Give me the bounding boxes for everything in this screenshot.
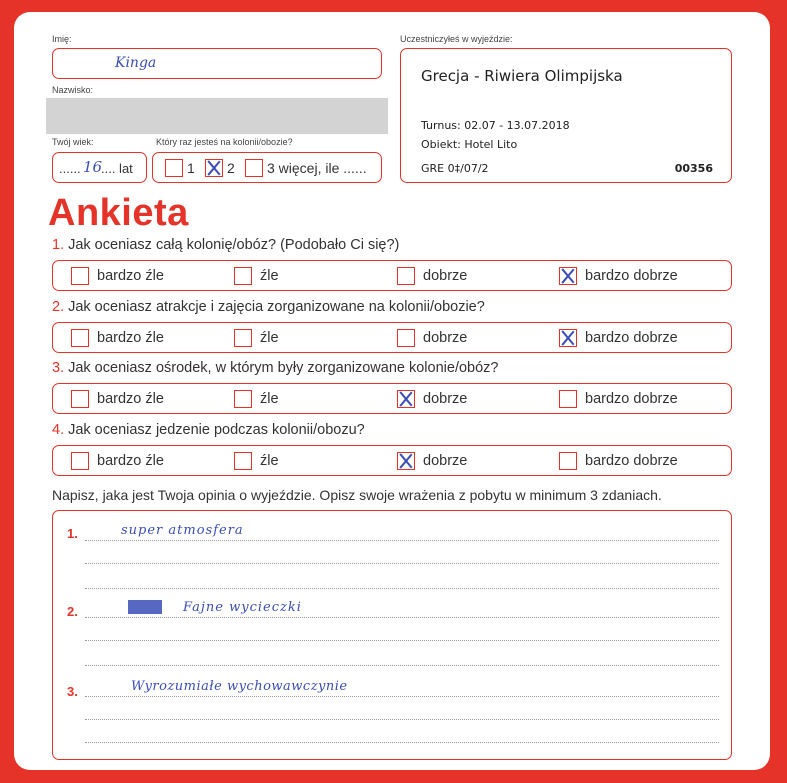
opinion-line xyxy=(85,563,719,564)
opinion-number-2: 2. xyxy=(67,604,78,619)
q2-checkbox-bardzo-dobrze[interactable] xyxy=(559,329,577,347)
question-4 xyxy=(52,422,365,438)
opinion-line xyxy=(85,696,719,697)
answer-row-4 xyxy=(52,445,732,476)
times-label: Który raz jesteś na kolonii/obozie? xyxy=(156,137,293,147)
q3-label-zle: źle xyxy=(260,391,279,407)
opinion-line xyxy=(85,665,719,666)
q2-label-bardzo-zle: bardzo źle xyxy=(97,330,164,346)
opinion-text-3: Wyrozumiałe wychowawczynie xyxy=(131,679,348,694)
q1-checkbox-bardzo-dobrze[interactable] xyxy=(559,267,577,285)
opinion-prompt: Napisz, jaka jest Twoja opinia o wyjeździe. Opisz swoje wrażenia z pobytu w minimum 3 zdaniach. xyxy=(52,487,662,503)
surname-label: Nazwisko: xyxy=(52,85,94,95)
survey-sheet xyxy=(14,12,770,770)
opinion-text-1: super atmosfera xyxy=(121,523,244,538)
trip-obiekt: Obiekt: Hotel Lito xyxy=(421,138,518,151)
question-3 xyxy=(52,360,498,376)
q4-label-dobrze: dobrze xyxy=(423,453,468,469)
question-1 xyxy=(52,237,399,253)
times-checkbox-2[interactable] xyxy=(205,159,223,177)
opinion-text-2: Fajne wycieczki xyxy=(183,600,302,615)
surname-redacted xyxy=(46,98,388,134)
question-2-text: Jak oceniasz atrakcje i zajęcia zorganizowane na kolonii/obozie? xyxy=(68,299,485,315)
opinion-line xyxy=(85,719,719,720)
trip-box xyxy=(400,48,732,183)
q4-checkbox-bardzo-dobrze[interactable] xyxy=(559,452,577,470)
name-value: Kinga xyxy=(115,55,157,71)
age-label: Twój wiek: xyxy=(52,137,94,147)
question-1-text: Jak oceniasz całą kolonię/obóz? (Podobało Ci się?) xyxy=(68,237,400,253)
q3-checkbox-bardzo-zle[interactable] xyxy=(71,390,89,408)
opinion-number-3: 3. xyxy=(67,684,78,699)
q3-label-dobrze: dobrze xyxy=(423,391,468,407)
q1-checkbox-zle[interactable] xyxy=(234,267,252,285)
q1-checkbox-bardzo-zle[interactable] xyxy=(71,267,89,285)
opinion-box[interactable] xyxy=(52,510,732,760)
q2-checkbox-zle[interactable] xyxy=(234,329,252,347)
times-option-2: 2 xyxy=(227,160,235,176)
times-option-3: 3 więcej, ile ...... xyxy=(267,160,367,176)
answer-row-3 xyxy=(52,383,732,414)
age-value: 16 xyxy=(83,158,103,176)
q1-label-zle: źle xyxy=(260,268,279,284)
q2-checkbox-dobrze[interactable] xyxy=(397,329,415,347)
q2-label-dobrze: dobrze xyxy=(423,330,468,346)
answer-row-1 xyxy=(52,260,732,291)
opinion-line xyxy=(85,742,719,743)
trip-destination: Grecja - Riwiera Olimpijska xyxy=(421,67,623,85)
age-prefix: ...... xyxy=(59,161,81,176)
q4-checkbox-dobrze[interactable] xyxy=(397,452,415,470)
question-2 xyxy=(52,299,485,315)
q2-label-bardzo-dobrze: bardzo dobrze xyxy=(585,330,678,346)
opinion-line xyxy=(85,640,719,641)
q3-checkbox-bardzo-dobrze[interactable] xyxy=(559,390,577,408)
times-checkbox-1[interactable] xyxy=(165,159,183,177)
question-3-text: Jak oceniasz ośrodek, w którym były zorganizowane kolonie/obóz? xyxy=(68,360,499,376)
q3-label-bardzo-dobrze: bardzo dobrze xyxy=(585,391,678,407)
q3-checkbox-zle[interactable] xyxy=(234,390,252,408)
trip-turnus: Turnus: 02.07 - 13.07.2018 xyxy=(421,119,570,132)
question-4-number: 4. xyxy=(52,422,65,438)
opinion-line xyxy=(85,588,719,589)
q1-label-bardzo-dobrze: bardzo dobrze xyxy=(585,268,678,284)
q2-checkbox-bardzo-zle[interactable] xyxy=(71,329,89,347)
q4-checkbox-zle[interactable] xyxy=(234,452,252,470)
times-option-1: 1 xyxy=(187,160,195,176)
q4-label-bardzo-dobrze: bardzo dobrze xyxy=(585,453,678,469)
q4-label-bardzo-zle: bardzo źle xyxy=(97,453,164,469)
q1-checkbox-dobrze[interactable] xyxy=(397,267,415,285)
q4-label-zle: źle xyxy=(260,453,279,469)
q4-checkbox-bardzo-zle[interactable] xyxy=(71,452,89,470)
name-label: Imię: xyxy=(52,34,72,44)
opinion-line xyxy=(85,540,719,541)
times-field xyxy=(152,152,382,183)
times-checkbox-3[interactable] xyxy=(245,159,263,177)
q1-label-bardzo-zle: bardzo źle xyxy=(97,268,164,284)
age-suffix: .... lat xyxy=(101,161,133,176)
question-3-number: 3. xyxy=(52,360,65,376)
answer-row-2 xyxy=(52,322,732,353)
trip-code: GRE 0‡/07/2 xyxy=(421,162,489,175)
q3-checkbox-dobrze[interactable] xyxy=(397,390,415,408)
question-1-number: 1. xyxy=(52,237,65,253)
q1-label-dobrze: dobrze xyxy=(423,268,468,284)
q3-label-bardzo-zle: bardzo źle xyxy=(97,391,164,407)
question-2-number: 2. xyxy=(52,299,65,315)
question-4-text: Jak oceniasz jedzenie podczas kolonii/obozu? xyxy=(68,422,365,438)
opinion-line xyxy=(85,617,719,618)
trip-label: Uczestniczyłeś w wyjeździe: xyxy=(400,34,513,44)
q2-label-zle: źle xyxy=(260,330,279,346)
opinion-number-1: 1. xyxy=(67,526,78,541)
name-field[interactable] xyxy=(52,48,382,79)
survey-title: Ankieta xyxy=(48,192,189,234)
age-field[interactable] xyxy=(52,152,147,183)
scribble-mark xyxy=(128,600,162,614)
trip-number: 00356 xyxy=(674,162,713,175)
